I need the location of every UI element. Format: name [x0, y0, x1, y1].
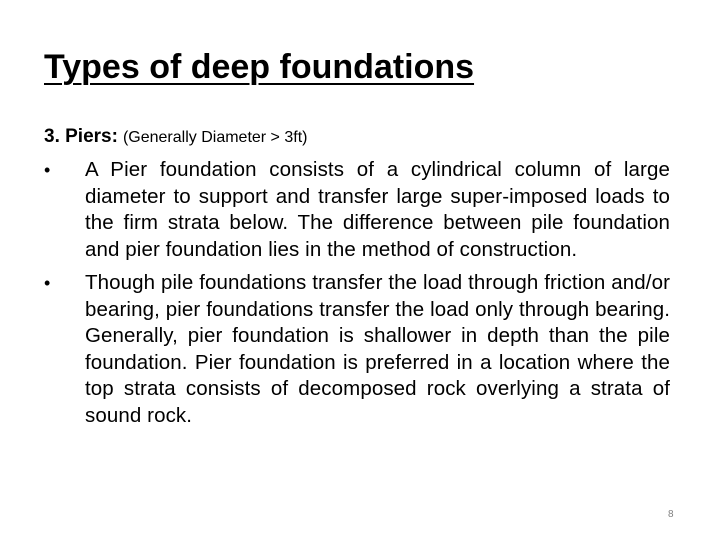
bullet-icon: • [44, 273, 51, 293]
bullet-item-2 [44, 270, 670, 429]
page-number: 8 [668, 509, 674, 520]
bullet-list [44, 157, 670, 429]
bullet-icon: • [44, 160, 51, 180]
section-number-label: 3. Piers: [44, 126, 118, 147]
section-heading [44, 126, 307, 148]
bullet-item-1 [44, 157, 670, 263]
bullet-text-1: A Pier foundation consists of a cylindrical column of large diameter to support and transfer large super-imposed loads to the firm strata below. The difference between pile foundation and pier foundation lies in the method of construction. [85, 158, 670, 261]
bullet-text-2: Though pile foundations transfer the load through friction and/or bearing, pier foundations transfer the load only through bearing. Generally, pier foundation is shallower in depth than the pile foundation. Pier foundation is preferred in a location where the top strata consists of decomposed rock overlying a strata of sound rock. [85, 271, 670, 427]
section-note: (Generally Diameter > 3ft) [122, 129, 308, 146]
slide-title: Types of deep foundations [44, 48, 475, 86]
